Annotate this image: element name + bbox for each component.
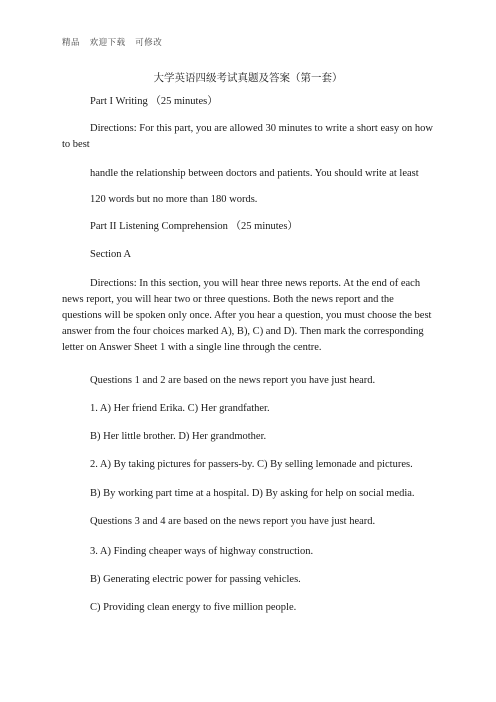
section-a-heading: Section A <box>90 249 132 260</box>
question-3-option-b: B) Generating electric power for passing vehicles. <box>90 574 301 585</box>
question-3-option-c: C) Providing clean energy to five million people. <box>90 602 297 613</box>
question-3-option-a: 3. A) Finding cheaper ways of highway construction. <box>90 546 314 557</box>
question-1-options-ac: 1. A) Her friend Erika. C) Her grandfather. <box>90 403 270 414</box>
part1-directions-line2: handle the relationship between doctors and patients. You should write at least <box>90 168 419 179</box>
part1-directions-line3: 120 words but no more than 180 words. <box>90 194 258 205</box>
header-label-boutique: 精品 <box>62 37 81 47</box>
questions-1-2-intro: Questions 1 and 2 are based on the news report you have just heard. <box>90 375 376 386</box>
question-2-options-ac: 2. A) By taking pictures for passers-by. C) By selling lemonade and pictures. <box>90 459 413 470</box>
question-2-options-bd: B) By working part time at a hospital. D) By asking for help on social media. <box>90 488 415 499</box>
header-label-download: 欢迎下载 <box>89 37 126 47</box>
header-label-editable: 可修改 <box>135 37 163 47</box>
part1-heading: Part I Writing （25 minutes） <box>90 96 218 107</box>
section-a-directions: Directions: In this section, you will hear three news reports. At the end of each news report, you will hear two or three questions. Both the news report and the questions will be spoken only once. After you hear a question, you must choose the best answer from the four choices marked A), B), C) and D). Then mark the corresponding letter on Answer Sheet 1 with a single line through the centre. <box>62 278 432 353</box>
questions-3-4-intro: Questions 3 and 4 are based on the news report you have just heard. <box>90 516 376 527</box>
part2-heading: Part II Listening Comprehension （25 minutes） <box>90 221 298 232</box>
page-header <box>62 36 169 48</box>
question-1-options-bd: B) Her little brother. D) Her grandmother. <box>90 431 267 442</box>
part1-directions: Directions: For this part, you are allowed 30 minutes to write a short easy on how to best <box>62 123 433 150</box>
document-title: 大学英语四级考试真题及答案（第一套） <box>153 73 343 84</box>
